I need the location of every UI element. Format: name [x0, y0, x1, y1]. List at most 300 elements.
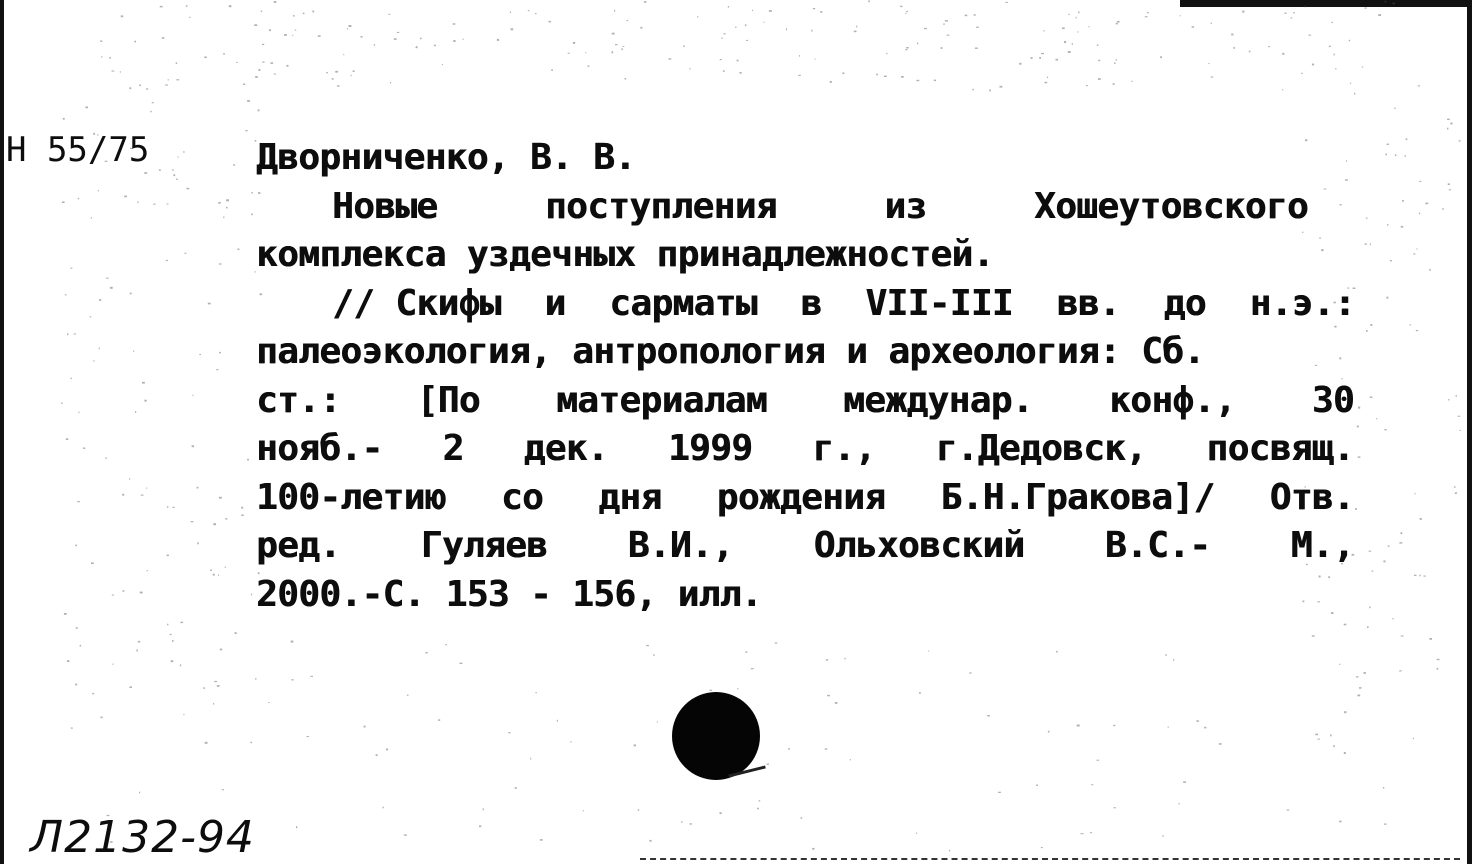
noise-speck [1366, 330, 1368, 332]
source-line-3 [256, 377, 1354, 426]
noise-speck [270, 62, 273, 64]
source-word: М., [1290, 525, 1354, 566]
noise-speck [646, 645, 649, 646]
noise-speck [80, 645, 82, 647]
source-word: материалам [556, 379, 767, 421]
noise-speck [1354, 93, 1355, 95]
source-word: ред. [256, 525, 341, 566]
noise-speck [739, 72, 742, 74]
card-top-edge [1180, 0, 1472, 7]
noise-speck [1293, 12, 1295, 13]
noise-speck [180, 622, 183, 623]
noise-speck [220, 649, 222, 651]
noise-speck [1076, 17, 1077, 19]
source-word: 1999 [667, 428, 753, 469]
noise-speck [167, 555, 169, 557]
noise-speck [150, 111, 151, 113]
noise-speck [1366, 218, 1368, 219]
noise-speck [1031, 57, 1033, 59]
noise-speck [360, 36, 362, 37]
noise-speck [585, 52, 586, 53]
noise-speck [1090, 832, 1092, 833]
noise-speck [121, 15, 124, 17]
noise-speck [752, 10, 753, 11]
noise-speck [945, 20, 948, 22]
noise-speck [222, 789, 224, 790]
noise-speck [1450, 123, 1452, 125]
noise-speck [284, 34, 287, 36]
noise-speck [159, 169, 161, 171]
source-word: VII-III [865, 282, 1013, 324]
source-word: Б.Н.Гракова]/ [940, 476, 1215, 518]
noise-speck [218, 575, 219, 576]
noise-speck [416, 46, 418, 48]
noise-speck [351, 75, 352, 76]
noise-speck [146, 488, 147, 489]
noise-speck [1365, 243, 1367, 244]
noise-speck [167, 624, 168, 626]
noise-speck [1048, 731, 1050, 733]
noise-speck [1249, 51, 1251, 53]
noise-speck [130, 293, 132, 295]
noise-speck [1362, 67, 1363, 68]
noise-speck [1401, 636, 1404, 637]
noise-speck [189, 17, 191, 18]
noise-speck [425, 652, 428, 653]
noise-speck [1208, 63, 1209, 64]
noise-speck [535, 13, 536, 14]
noise-speck [445, 644, 447, 645]
source-word: [По [416, 379, 480, 421]
source-line-6 [256, 522, 1354, 571]
noise-speck [134, 41, 136, 43]
noise-speck [312, 11, 314, 13]
noise-speck [1369, 551, 1372, 552]
source-word: 100-летию [256, 476, 446, 518]
noise-speck [965, 15, 968, 17]
noise-speck [1437, 668, 1439, 670]
noise-speck [258, 70, 260, 71]
noise-speck [243, 84, 245, 86]
noise-speck [70, 268, 72, 269]
noise-speck [460, 663, 463, 664]
noise-speck [1113, 83, 1115, 85]
noise-speck [917, 43, 918, 45]
noise-speck [1419, 575, 1420, 577]
noise-speck [292, 679, 294, 680]
noise-speck [1173, 659, 1174, 661]
noise-speck [972, 89, 974, 91]
noise-speck [1165, 654, 1167, 655]
noise-speck [90, 316, 92, 317]
noise-speck [1384, 823, 1386, 825]
noise-speck [218, 202, 221, 204]
noise-speck [757, 808, 759, 810]
noise-speck [969, 672, 971, 673]
noise-speck [1315, 734, 1318, 736]
noise-speck [1339, 821, 1342, 823]
noise-speck [1429, 638, 1432, 640]
noise-speck [135, 411, 136, 413]
noise-speck [634, 745, 636, 747]
source-word: В.С.- [1104, 525, 1211, 566]
noise-speck [364, 726, 366, 728]
source-word: // Скифы [332, 282, 501, 324]
noise-speck [307, 736, 309, 737]
noise-speck [142, 382, 145, 384]
noise-speck [1364, 672, 1367, 674]
noise-speck [404, 834, 407, 835]
noise-speck [63, 118, 65, 120]
noise-speck [1301, 73, 1302, 74]
noise-speck [120, 71, 121, 73]
noise-speck [1417, 248, 1418, 249]
noise-speck [479, 825, 481, 827]
card-bottom-edge [640, 858, 1460, 862]
noise-speck [1447, 119, 1450, 120]
noise-speck [65, 294, 67, 295]
noise-speck [856, 26, 857, 28]
noise-speck [139, 84, 141, 86]
noise-speck [1413, 253, 1415, 254]
noise-speck [78, 198, 79, 200]
noise-speck [67, 333, 68, 335]
noise-speck [74, 333, 76, 334]
noise-speck [683, 45, 685, 47]
noise-speck [835, 702, 838, 704]
noise-speck [690, 823, 692, 825]
source-word: рождения [716, 476, 886, 518]
noise-speck [928, 651, 929, 652]
noise-speck [64, 613, 67, 615]
noise-speck [844, 658, 845, 660]
noise-speck [235, 632, 237, 634]
noise-speck [293, 15, 295, 17]
noise-speck [1383, 560, 1385, 562]
noise-speck [1330, 734, 1332, 736]
noise-speck [1192, 26, 1194, 28]
noise-speck [241, 507, 243, 509]
noise-speck [349, 25, 352, 27]
noise-speck [1339, 664, 1340, 665]
noise-speck [1425, 203, 1428, 205]
title-word: из [884, 185, 927, 227]
noise-speck [535, 692, 537, 693]
noise-speck [998, 792, 1001, 793]
noise-speck [208, 303, 211, 305]
noise-speck [508, 732, 510, 733]
noise-speck [326, 72, 328, 73]
noise-speck [229, 5, 232, 7]
noise-speck [876, 74, 878, 76]
title-word: поступления [544, 185, 777, 227]
title-word: Новые [332, 185, 438, 227]
noise-speck [570, 741, 571, 743]
noise-speck [528, 10, 530, 11]
source-word: Гуляев [420, 525, 548, 566]
noise-speck [497, 39, 499, 41]
noise-speck [626, 20, 628, 21]
noise-speck [123, 590, 125, 592]
noise-speck [568, 53, 570, 54]
noise-speck [1045, 82, 1048, 84]
noise-speck [394, 38, 397, 40]
noise-speck [296, 826, 297, 828]
noise-speck [573, 42, 575, 44]
noise-speck [728, 6, 729, 8]
noise-speck [85, 107, 88, 109]
noise-speck [812, 848, 814, 850]
noise-speck [1370, 324, 1372, 326]
author-line: Дворниченко, В. В. [256, 137, 636, 178]
noise-speck [1242, 11, 1244, 13]
noise-speck [192, 395, 193, 396]
noise-speck [238, 249, 240, 251]
noise-speck [1356, 676, 1359, 677]
noise-speck [226, 207, 228, 208]
noise-speck [91, 217, 92, 219]
noise-speck [1317, 739, 1320, 740]
title-line-1 [256, 183, 1308, 232]
noise-speck [303, 13, 305, 15]
noise-speck [1378, 14, 1381, 16]
noise-speck [225, 567, 226, 568]
source-word: г., [812, 428, 876, 469]
noise-speck [255, 678, 256, 680]
noise-speck [1458, 416, 1461, 417]
noise-speck [625, 78, 627, 80]
noise-speck [250, 742, 252, 743]
noise-speck [236, 62, 237, 63]
noise-speck [144, 172, 147, 174]
noise-speck [219, 497, 222, 499]
noise-speck [172, 640, 174, 642]
noise-speck [1098, 60, 1100, 62]
noise-speck [557, 720, 558, 722]
noise-speck [1383, 787, 1384, 789]
noise-speck [1364, 8, 1367, 9]
noise-speck [1376, 418, 1377, 419]
noise-speck [916, 833, 917, 834]
noise-speck [172, 507, 174, 508]
noise-speck [386, 749, 388, 751]
noise-speck [1062, 28, 1065, 30]
noise-speck [318, 35, 321, 37]
noise-speck [1312, 635, 1315, 636]
noise-speck [187, 188, 190, 190]
noise-speck [1448, 399, 1449, 401]
noise-speck [976, 27, 979, 28]
noise-speck [1454, 486, 1456, 487]
noise-speck [1449, 189, 1452, 190]
noise-speck [133, 351, 134, 352]
noise-speck [1180, 15, 1181, 16]
noise-speck [106, 278, 109, 279]
noise-speck [1069, 14, 1070, 15]
noise-speck [337, 85, 340, 86]
noise-speck [1086, 85, 1088, 86]
noise-speck [1372, 571, 1374, 572]
noise-speck [75, 545, 77, 547]
noise-speck [1162, 835, 1164, 836]
noise-speck [916, 80, 919, 81]
noise-speck [442, 64, 443, 65]
noise-speck [376, 754, 378, 756]
noise-speck [247, 459, 249, 461]
noise-speck [374, 44, 375, 46]
noise-speck [292, 35, 293, 36]
noise-speck [205, 742, 208, 744]
noise-speck [1168, 727, 1169, 728]
inventory-number: Л2132-94 [30, 812, 255, 863]
noise-speck [1091, 784, 1093, 785]
source-word: вв. [1056, 282, 1120, 324]
noise-speck [975, 48, 978, 49]
noise-speck [1405, 155, 1406, 157]
noise-speck [274, 74, 276, 75]
noise-speck [197, 542, 199, 544]
noise-speck [1097, 44, 1099, 46]
noise-speck [1399, 542, 1402, 543]
noise-speck [1291, 17, 1293, 18]
noise-speck [332, 78, 334, 80]
noise-speck [162, 37, 164, 39]
noise-speck [905, 49, 907, 50]
noise-speck [1437, 659, 1440, 660]
noise-speck [825, 748, 828, 749]
noise-speck [551, 69, 553, 70]
source-word: дня [598, 476, 662, 518]
noise-speck [798, 75, 801, 76]
card-left-edge [0, 0, 4, 864]
noise-speck [759, 800, 761, 801]
noise-speck [649, 840, 651, 842]
noise-speck [295, 30, 297, 31]
noise-speck [78, 412, 80, 413]
noise-speck [167, 204, 169, 205]
noise-speck [1442, 208, 1444, 209]
noise-speck [737, 60, 739, 62]
noise-speck [204, 687, 205, 689]
noise-speck [83, 448, 85, 449]
noise-speck [434, 45, 436, 47]
noise-speck [261, 11, 262, 12]
punched-hole [672, 692, 760, 780]
noise-speck [745, 24, 746, 26]
noise-speck [827, 695, 830, 697]
noise-speck [1056, 59, 1059, 61]
noise-speck [76, 627, 78, 628]
noise-speck [583, 810, 584, 811]
noise-speck [347, 28, 348, 29]
noise-speck [901, 76, 904, 78]
noise-speck [388, 14, 390, 15]
noise-speck [987, 715, 990, 717]
noise-speck [416, 47, 418, 48]
noise-speck [160, 6, 163, 8]
noise-speck [122, 494, 124, 496]
noise-speck [919, 692, 921, 694]
noise-speck [1460, 430, 1461, 431]
noise-speck [900, 6, 902, 7]
noise-speck [310, 676, 313, 677]
noise-speck [176, 62, 177, 64]
noise-speck [176, 179, 178, 180]
noise-speck [1413, 738, 1414, 739]
noise-speck [112, 664, 113, 665]
noise-speck [1455, 492, 1457, 494]
noise-speck [1116, 23, 1118, 24]
noise-speck [191, 521, 194, 522]
noise-speck [105, 457, 106, 459]
noise-speck [335, 71, 338, 73]
source-word: 2 [442, 428, 464, 469]
noise-speck [815, 59, 816, 60]
noise-speck [1113, 725, 1115, 726]
noise-speck [204, 57, 207, 59]
noise-speck [799, 55, 800, 57]
noise-speck [1284, 13, 1286, 14]
noise-speck [811, 30, 812, 32]
noise-speck [67, 660, 69, 662]
noise-speck [1183, 781, 1186, 783]
noise-speck [353, 70, 355, 72]
noise-speck [1359, 687, 1362, 689]
noise-speck [1344, 624, 1347, 626]
noise-speck [226, 199, 229, 201]
noise-speck [245, 130, 247, 131]
noise-speck [746, 40, 748, 41]
noise-speck [140, 592, 143, 594]
noise-speck [640, 27, 642, 29]
noise-speck [788, 748, 789, 750]
noise-speck [1335, 68, 1336, 69]
noise-speck [775, 642, 778, 643]
noise-speck [1402, 200, 1404, 202]
noise-speck [1447, 128, 1448, 130]
noise-speck [1233, 47, 1234, 49]
noise-speck [390, 82, 391, 84]
noise-speck [129, 686, 132, 688]
noise-speck [1147, 12, 1149, 13]
noise-speck [710, 690, 712, 691]
noise-speck [258, 109, 260, 111]
noise-speck [1114, 807, 1116, 808]
noise-speck [147, 570, 149, 571]
noise-speck [1418, 85, 1420, 86]
noise-speck [223, 53, 225, 55]
noise-speck [1078, 12, 1080, 14]
noise-speck [1358, 407, 1360, 409]
noise-speck [1044, 30, 1045, 31]
noise-speck [1160, 56, 1162, 58]
noise-speck [1047, 77, 1048, 79]
noise-speck [850, 759, 851, 760]
bibliographic-entry [256, 134, 1356, 619]
noise-speck [801, 817, 803, 819]
noise-speck [1117, 21, 1120, 23]
noise-speck [1370, 243, 1371, 245]
noise-speck [1114, 62, 1115, 64]
noise-speck [638, 809, 639, 811]
noise-speck [210, 570, 212, 571]
noise-speck [483, 808, 484, 810]
noise-speck [1420, 518, 1422, 520]
noise-speck [420, 38, 422, 40]
noise-speck [1096, 760, 1099, 761]
noise-speck [139, 792, 140, 794]
noise-speck [219, 352, 221, 353]
